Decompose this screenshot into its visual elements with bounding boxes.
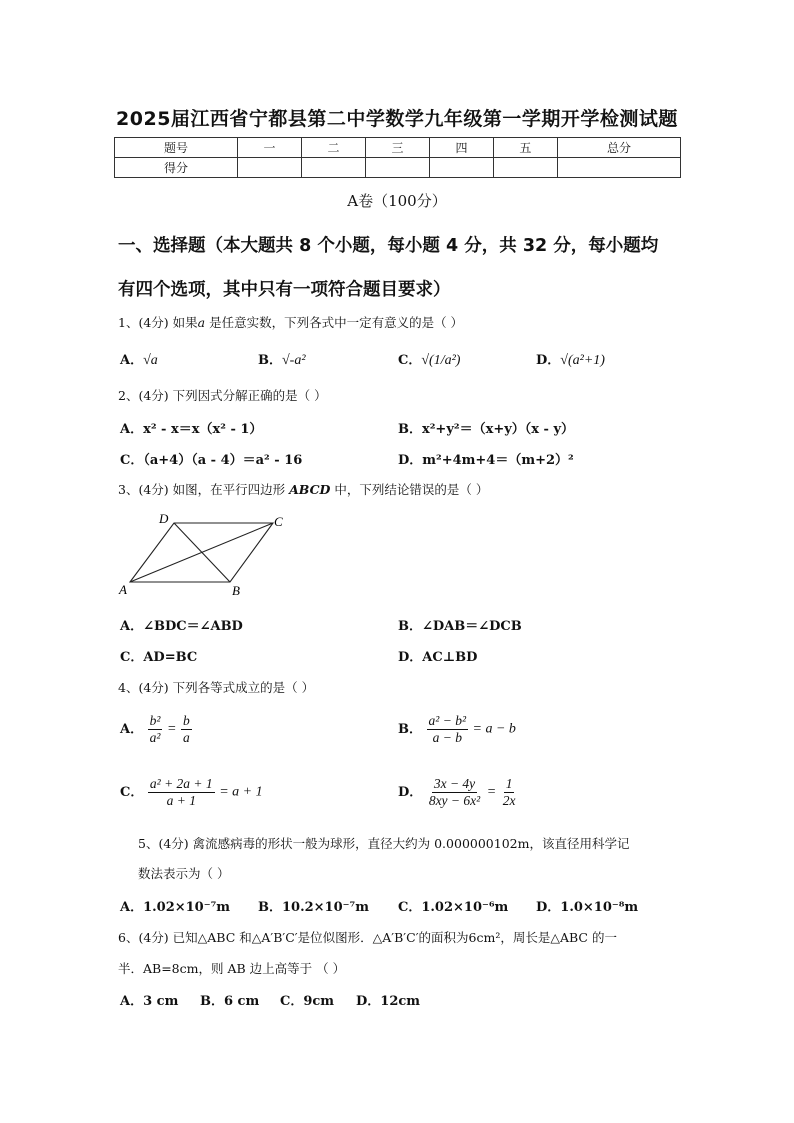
q1-stem: 1、(4分) 如果a 是任意实数，下列各式中一定有意义的是（ ） [118,315,464,330]
page-title: 2025届江西省宁都县第二中学数学九年级第一学期开学检测试题 [116,108,678,130]
score-header-cell: 三 [365,138,429,158]
q6-option-b: B．6 cm [200,994,260,1009]
parallelogram-diagram [115,510,305,598]
q3-option-a: A．∠BDC＝∠ABD [120,619,243,634]
q4b-fraction: $\frac{\text{a² − b²}}{a - b}$ [428,713,466,745]
q4-option-b: B． $\frac{\text{a² − b²}}{a - b}$ = a − b [398,713,516,745]
q5-option-d: D．1.0×10⁻⁸m [536,900,639,915]
q4a-right-fraction: $\frac{b}{a}$ [182,713,190,745]
score-cell [365,158,429,178]
q1-option-b: B．√-a² [258,353,306,368]
q4-stem: 4、(4分) 下列各等式成立的是（ ） [118,680,315,695]
score-cell [557,158,680,178]
score-cell [429,158,493,178]
q4a-left-fraction: $\frac{\text{b²}}{\text{a²}}$ [149,713,161,745]
q6-option-c: C．9cm [280,994,335,1009]
diagonal-bd [174,523,230,582]
part1-title-line1: 一、选择题（本大题共 8 个小题，每小题 4 分，共 32 分，每小题均 [118,236,659,256]
q5-option-b: B．10.2×10⁻⁷m [258,900,369,915]
score-row-label: 得分 [115,158,238,178]
q2-stem: 2、(4分) 下列因式分解正确的是（ ） [118,388,327,403]
q1-option-c: C．√(1/a²) [398,353,461,368]
score-table-header-row [115,138,681,158]
q4-option-d: D． $\frac{3x - 4y}{\text{8xy − 6x²}}$ = $\frac{1}{2x}$ [398,776,516,808]
q5-option-a: A．1.02×10⁻⁷m [120,900,231,915]
q4-option-c: C． $\frac{\text{a² + 2a + 1}}{a + 1}$ = a + 1 [120,776,263,808]
part1-title-line2: 有四个选项，其中只有一项符合题目要求） [118,280,451,300]
q5-stem-line1: 5、(4分) 禽流感病毒的形状一般为球形，直径大约为 0.000000102m，该直径用科学记 [138,836,630,851]
q6-option-a: A．3 cm [120,994,179,1009]
q2-option-a: A．x² - x＝x（x² - 1） [120,422,263,437]
section-a-heading: A卷（100分） [347,192,447,210]
q1-option-a: A．√a [120,353,158,368]
score-table-score-row [115,158,681,178]
score-cell [493,158,557,178]
score-header-cell: 四 [429,138,493,158]
vertex-label-c: C [274,514,283,529]
q4d-left-fraction: $\frac{3x - 4y}{\text{8xy − 6x²}}$ [428,776,481,808]
vertex-label-b: B [232,583,240,598]
q6-option-d: D．12cm [356,994,421,1009]
q3-option-b: B．∠DAB＝∠DCB [398,619,522,634]
q4d-right-fraction: $\frac{1}{2x}$ [502,776,516,808]
score-cell [301,158,365,178]
q3-stem: 3、(4分) 如图，在平行四边形 ABCD 中，下列结论错误的是（ ） [118,482,489,497]
vertex-label-a: A [119,582,127,597]
q2-option-d: D．m²+4m+4＝（m+2）² [398,453,574,468]
score-header-cell: 二 [301,138,365,158]
score-table [114,137,681,178]
score-header-cell: 总分 [557,138,680,158]
q6-stem-line1: 6、(4分) 已知△ABC 和△A′B′C′是位似图形．△A′B′C′的面积为6cm²，周长是△ABC 的一 [118,930,617,945]
q2-option-b: B．x²+y²＝（x+y）（x - y） [398,422,575,437]
q5-option-c: C．1.02×10⁻⁶m [398,900,509,915]
q4-option-a: A． $\frac{\text{b²}}{\text{a²}}$ = $\frac{b}{a}$ [120,713,190,745]
vertex-label-d: D [159,511,169,526]
score-cell [238,158,302,178]
q6-stem-line2: 半．AB=8cm，则 AB 边上高等于 （ ） [118,961,346,976]
q2-option-c: C．（a+4）（a - 4）＝a² - 16 [120,453,303,468]
q3-option-d: D．AC⊥BD [398,650,478,665]
score-header-cell: 一 [238,138,302,158]
score-header-cell: 题号 [115,138,238,158]
q1-option-d: D．√(a²+1) [536,353,605,368]
q4c-fraction: $\frac{\text{a² + 2a + 1}}{a + 1}$ [149,776,213,808]
score-header-cell: 五 [493,138,557,158]
q3-option-c: C．AD=BC [120,650,198,665]
q5-stem-line2: 数法表示为（ ） [138,866,230,881]
